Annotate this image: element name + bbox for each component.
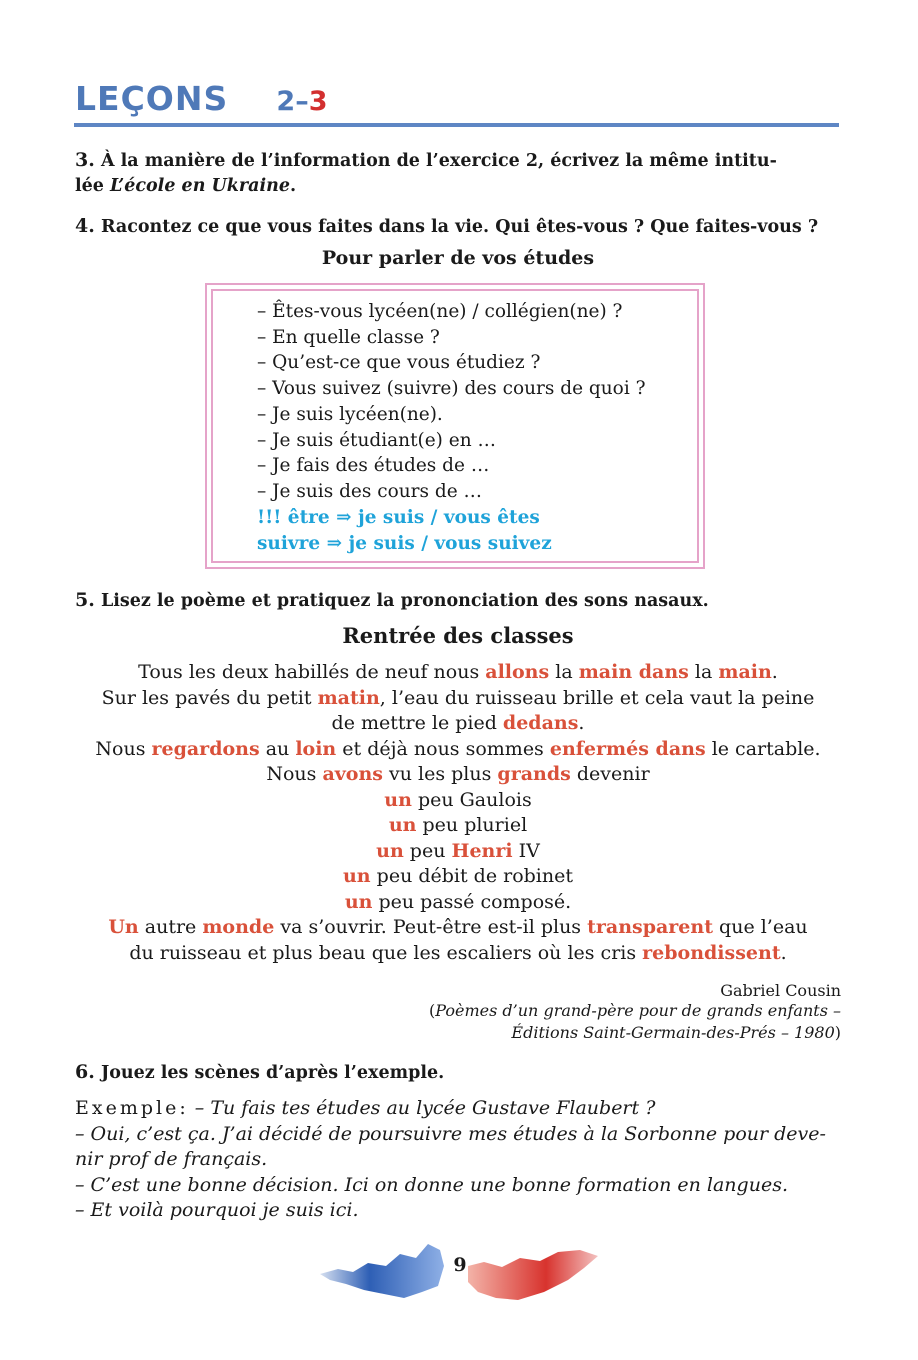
poem-line — [75, 711, 841, 737]
poem-body — [75, 660, 841, 966]
nasal-sound-word: un — [342, 865, 371, 887]
poem-text: peu — [403, 839, 452, 862]
exercise-6-number: 6. — [75, 1061, 95, 1083]
poem-text: autre — [138, 916, 203, 938]
nasal-sound-word: un — [384, 788, 412, 811]
paren-close: ) — [834, 1023, 841, 1042]
vocabulary-item: – Êtes-vous lycéen(ne) / collégien(ne) ? — [257, 301, 623, 322]
poem-source-book: Poèmes d’un grand-père pour de grands enfants – — [435, 1001, 841, 1020]
nasal-sound-word: main — [718, 661, 772, 683]
poem-text: devenir — [570, 763, 650, 785]
lesson-number-start: 2 — [276, 86, 296, 117]
poem-text: vu les plus — [382, 763, 498, 785]
header-rule — [74, 123, 839, 127]
poem-text: peu Gaulois — [411, 788, 532, 811]
nasal-sound-word: main dans — [578, 661, 689, 683]
vocabulary-item: – Je suis étudiant(e) en … — [257, 429, 497, 451]
poem-source-line1 — [429, 1000, 841, 1022]
vocabulary-item: – En quelle classe ? — [257, 326, 440, 348]
exercise-3 — [75, 148, 841, 199]
poem-line — [75, 660, 841, 686]
vocabulary-item: – Qu’est-ce que vous étudiez ? — [257, 352, 541, 374]
dialogue-line: – Et voilà pourquoi je suis ici. — [75, 1199, 359, 1221]
vocabulary-list — [257, 299, 646, 505]
exercise-3-italic-title: L’école en Ukraine — [110, 176, 290, 196]
example-label: Exemple: — [75, 1097, 189, 1119]
page-number: 9 — [453, 1254, 467, 1276]
exercise-3-suffix: . — [289, 176, 297, 196]
nasal-sound-word: matin — [317, 686, 380, 709]
box-title: Pour parler de vos études — [321, 247, 595, 269]
exercise-5 — [75, 588, 841, 614]
poem-line — [75, 941, 841, 967]
lesson-title: LEÇONS — [75, 79, 229, 118]
poem-line — [75, 762, 841, 788]
example-dialogue — [75, 1096, 841, 1224]
poem-text: Tous les deux habillés de neuf nous — [138, 661, 486, 683]
lesson-number-end: 3 — [308, 86, 328, 117]
lesson-number-dash: – — [295, 86, 309, 117]
poem-line — [75, 813, 841, 839]
poem-text: , l’eau du ruisseau brille et cela vaut la peine — [379, 686, 815, 709]
poem-source-line2 — [429, 1022, 841, 1044]
poem-text: IV — [512, 839, 540, 862]
nasal-sound-word: avons — [322, 763, 383, 785]
poem-text: la — [549, 661, 579, 683]
poem-text: et déjà nous sommes — [336, 737, 550, 760]
poem-line — [75, 839, 841, 865]
poem-text: au — [259, 737, 296, 760]
nasal-sound-word: enfermés dans — [549, 737, 706, 760]
poem-text: . — [780, 941, 787, 964]
exercise-6-text: Jouez les scènes d’après l’exemple. — [100, 1063, 445, 1083]
nasal-sound-word: rebondissent — [642, 941, 781, 964]
exercise-5-text: Lisez le poème et pratiquez la prononciation des sons nasaux. — [100, 591, 709, 611]
poem-line — [75, 890, 841, 916]
exercise-4 — [75, 214, 841, 240]
exercise-3-text: À la manière de l’information de l’exercice 2, écrivez la même intitu- — [100, 151, 777, 171]
exercise-4-text: Racontez ce que vous faites dans la vie. Qui êtes-vous ? Que faites-vous ? — [100, 217, 819, 237]
poem-line — [75, 686, 841, 712]
nasal-sound-word: Henri — [451, 839, 513, 862]
nasal-sound-word: loin — [295, 737, 337, 760]
poem-line — [75, 915, 841, 941]
nasal-sound-word: regardons — [151, 737, 260, 760]
nasal-sound-word: allons — [485, 661, 550, 683]
nasal-sound-word: dedans — [502, 712, 579, 734]
exercise-4-number: 4. — [75, 215, 95, 237]
vocabulary-item: – Je suis lycéen(ne). — [257, 403, 443, 425]
nasal-sound-word: grands — [497, 763, 571, 785]
poem-text: du ruisseau et plus beau que les escaliers où les cris — [129, 941, 643, 964]
dialogue-line — [75, 1096, 841, 1122]
vocabulary-item: – Je fais des études de … — [257, 455, 490, 477]
poem-text: . — [771, 661, 778, 683]
poem-title: Rentrée des classes — [342, 623, 574, 648]
poem-text: va s’ouvrir. Peut-être est-il plus — [274, 916, 588, 938]
poem-source-publisher: Éditions Saint-Germain-des-Prés – 1980 — [511, 1023, 835, 1042]
poem-text: peu passé composé. — [372, 890, 572, 913]
dialogue-text: – Tu fais tes études au lycée Gustave Flaubert ? — [188, 1097, 656, 1119]
nasal-sound-word: Un — [108, 916, 139, 938]
exercise-3-line1 — [75, 148, 841, 174]
nasal-sound-word: un — [388, 814, 417, 836]
poem-author: Gabriel Cousin — [720, 981, 841, 1000]
poem-text: Nous — [266, 763, 323, 785]
poem-source — [429, 1000, 841, 1044]
poem-text: de mettre le pied — [331, 712, 503, 734]
grammar-highlight-line: !!! être ⇒ je suis / vous êtes — [257, 507, 540, 528]
exercise-3-line2 — [75, 174, 841, 199]
poem-text: peu débit de robinet — [370, 865, 573, 887]
dialogue-line: – C’est une bonne décision. Ici on donne une bonne formation en langues. — [75, 1173, 788, 1196]
poem-text: Nous — [95, 737, 152, 760]
vocabulary-item: – Je suis des cours de … — [257, 480, 483, 502]
poem-text: . — [578, 712, 585, 734]
exercise-5-number: 5. — [75, 589, 95, 611]
vocabulary-box — [205, 283, 705, 569]
nasal-sound-word: un — [376, 839, 404, 862]
poem-line — [75, 864, 841, 890]
poem-text: le cartable. — [705, 737, 821, 760]
exercise-6 — [75, 1060, 841, 1086]
dialogue-line: – Oui, c’est ça. J’ai décidé de poursuivre mes études à la Sorbonne pour deve- — [75, 1122, 826, 1145]
exercise-3-number: 3. — [75, 149, 95, 171]
vocabulary-item: – Vous suivez (suivre) des cours de quoi ? — [257, 378, 646, 400]
grammar-highlight-line: suivre ⇒ je suis / vous suivez — [257, 532, 552, 554]
poem-text: la — [688, 661, 719, 683]
paren-open: ( — [429, 1001, 436, 1020]
poem-text: que l’eau — [713, 916, 808, 938]
poem-text: peu pluriel — [416, 814, 528, 836]
page-footer — [318, 1236, 600, 1306]
poem-line — [75, 737, 841, 763]
grammar-highlight — [257, 505, 552, 556]
poem-line — [75, 788, 841, 814]
exercise-3-prefix: lée — [75, 176, 111, 196]
nasal-sound-word: un — [344, 890, 373, 913]
nasal-sound-word: monde — [202, 916, 275, 938]
lesson-header — [75, 78, 328, 120]
poem-text: Sur les pavés du petit — [101, 686, 318, 709]
dialogue-line: nir prof de français. — [75, 1148, 268, 1170]
nasal-sound-word: transparent — [587, 916, 713, 938]
